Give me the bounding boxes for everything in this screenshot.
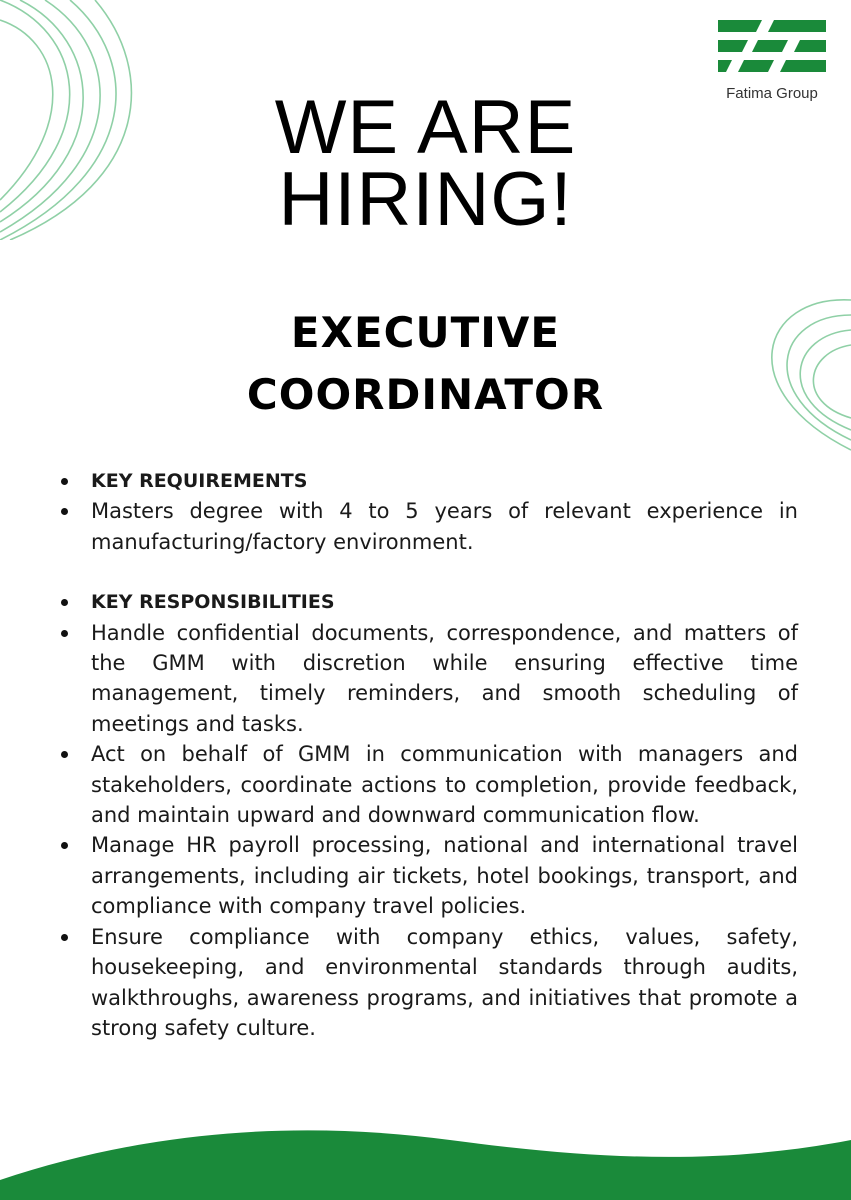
headline-line-1: WE ARE [274,85,577,170]
hiring-headline [0,85,851,242]
logo-text: Fatima Group [726,85,818,102]
responsibility-item: Manage HR payroll processing, national and international travel arrangements, including air tickets, hotel bookings, transport, and compliance with company travel policies. [58,830,798,921]
responsibilities-list [58,587,798,1043]
responsibility-item: Ensure compliance with company ethics, values, safety, housekeeping, and environmental standards through audits, walkthroughs, awareness programs, and initiatives that promote a strong safety culture. [58,922,798,1044]
job-title-line-2: COORDINATOR [246,370,605,419]
requirement-item: Masters degree with 4 to 5 years of relevant experience in manufacturing/factory environment. [58,496,798,557]
job-title [0,302,851,426]
responsibility-item: Handle confidential documents, correspondence, and matters of the GMM with discretion while ensuring effective time management, timely reminders, and smooth scheduling of meetings and tasks. [58,618,798,740]
headline-line-2: HIRING! [278,157,573,242]
fatima-group-logo-icon [718,20,826,82]
responsibilities-heading: KEY RESPONSIBILITIES [58,587,798,617]
responsibility-item: Act on behalf of GMM in communication with managers and stakeholders, coordinate actions to completion, provide feedback, and maintain upward and downward communication flow. [58,739,798,830]
requirements-heading: KEY REQUIREMENTS [58,466,798,496]
section-spacer [58,557,798,587]
job-title-line-1: EXECUTIVE [290,308,561,357]
requirements-list [58,466,798,557]
company-logo [718,20,828,102]
job-details [58,466,798,1043]
green-wave-footer [0,1110,851,1200]
